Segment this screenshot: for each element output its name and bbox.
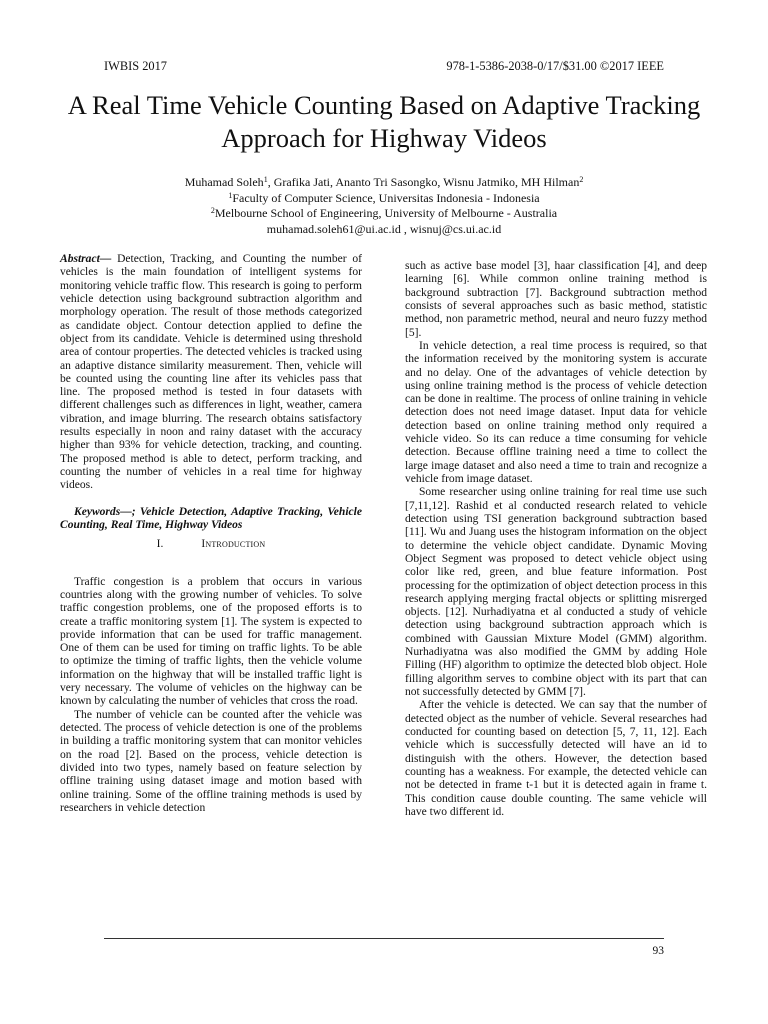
author-affil-mark-2: 2 [579,175,584,184]
author-block [60,175,708,237]
author-affil-mark-1: 1 [263,175,268,184]
body-paragraph: Some researcher using online training for real time use such [7,11,12]. Rashid et al conducted research related to vehicle detection using TSI generation background subtraction based [11]. Wu and Juang uses the histogram information on the object to determine the vehicle object candidate. Dynamic Moving Object Segment was proposed to detect vehicle object using color like red, green, and blue feature information. Post processing for the optimization of object detection process in this research applying merging fractal objects or splitting misrerged objects. [12]. Nurhadiyatna et al conducted a study of vehicle detection using background subtraction approach which is combined with Gaussian Mixture Model (GMM) algorithm. Nurhadiyatna was also modified the GMM by adding Hole Filling (HF) algorithm to optimize the detected blob object. Hole filling algorithm serves to combine object with its part that can not successfully detected by GMM [7]. [405,486,707,698]
body-paragraph: The number of vehicle can be counted after the vehicle was detected. The process of vehicle detection is one of the problems in building a traffic monitoring system that can monitor vehicles on the road [2]. Based on the process, vehicle detection is divided into two types, namely based on feature selection by offline training using dataset image and motion based with online training. Some of the offline training methods is used by researchers in vehicle detection [60,708,362,814]
author-names-rest: , Grafika Jati, Ananto Tri Sasongko, Wisnu Jatmiko, MH Hilman [267,175,580,189]
author-name-first: Muhamad Soleh [184,175,264,189]
abstract: Abstract— Detection, Tracking, and Counting the number of vehicles is the main foundation of intelligent systems for monitoring vehicle traffic flow. This research is going to perform vehicle detection using background subtraction algorithm and morphology operation. The result of those methods categorized as candidate object. Contour detection applied to define the object from its candidate. Vehicle is determined using threshold area of contour properties. The detected vehicles is tracked using an adaptive distance similarity measurement. Then, vehicle will be counted using the counting line after its vehicles pass that line. The proposed method is tested in four datasets with different challenges such as differences in light, weather, camera vibration, and image blurring. The research obtains satisfactory results especially in noon and rainy dataset with the accuracy higher than 93% for vehicle detection, tracking, and counting. The proposed method is able to detect, perform tracking, and counting the number of vehicles in a real time for highway videos. [60,253,362,492]
body-paragraph: In vehicle detection, a real time process is required, so that the information received by the monitoring system is accurate and no delay. One of the advantages of vehicle detection by using online training method is the process of vehicle detection can be done in realtime. The process of online training in vehicle detection does not need image dataset. Input data for vehicle detection based on online training method only required a vehicle video. So its can reduce a time consuming for vehicle detection. Because offline training need a time to collect the large image dataset and also need a time to train and recognize a vehicle from image dataset. [405,339,707,485]
footer-divider [104,938,664,939]
right-column [405,260,707,819]
section-title: Introduction [201,538,266,551]
section-number: I. [156,538,164,551]
abstract-text: Detection, Tracking, and Counting the number of vehicles is the main foundation of intelligent systems for monitoring vehicle traffic flow. This research is going to perform vehicle detection using background subtraction algorithm and morphology operation. The result of those methods categorized as candidate object. Contour detection applied to define the object from its candidate. Vehicle is determined using threshold area of contour properties. The detected vehicles is tracked using an adaptive distance similarity measurement. Then, vehicle will be counted using the counting line after its vehicles pass that line. The proposed method is tested in four datasets with different challenges such as differences in light, weather, camera vibration, and image blurring. The research obtains satisfactory results especially in noon and rainy dataset with the accuracy higher than 93% for vehicle detection, tracking, and counting. The proposed method is able to detect, perform tracking, and counting the number of vehicles in a real time for highway videos. [60,253,362,492]
left-column [60,253,362,815]
page-number: 93 [652,945,664,957]
keywords: Keywords—; Vehicle Detection, Adaptive Tracking, Vehicle Counting, Real Time, Highway Videos [60,505,362,531]
abstract-label: Abstract [60,253,100,265]
author-names [60,175,708,191]
body-paragraph: After the vehicle is detected. We can say that the number of detected object as the number of vehicle. Several researches had conducted for counting based on detection [5, 7, 11, 12]. Each vehicle which is successfully detected will have an id to distinguish with the others. However, the detection based counting has a weakness. For example, the detected vehicle can not be detected in frame t-1 but it is detected again in frame t. This condition cause double counting. The same vehicle will have two different id. [405,699,707,818]
section-heading-introduction [60,538,362,551]
paper-title: A Real Time Vehicle Counting Based on Adaptive Tracking Approach for Highway Videos [67,90,701,153]
affiliation-1: $^1$Faculty of Computer Science, Universitas Indonesia - Indonesia [228,190,540,205]
affiliation-2: $^2$Melbourne School of Engineering, University of Melbourne - Australia [210,206,558,220]
body-paragraph: Traffic congestion is a problem that occurs in various countries along with the growing number of vehicles. To solve traffic congestion problems, one of the proposed efforts is to create a traffic monitoring system [1]. The system is expected to provide information that can be used for traffic management. One of them can be used for timing on traffic lights. To be able to optimize the timing of traffic lights, then the vehicle volume information on the highway that will be installed traffic light is very necessary. The volume of vehicles on the highway can be known by calculating the number of vehicles that cross the road. [60,575,362,708]
body-paragraph-continued: such as active base model [3], haar classification [4], and deep learning [6]. While common online training method is background subtraction [7]. Background subtraction method consists of several approaches such as basic method, statistic method, non parametric method, neural and neuro fuzzy method [5]. [405,260,707,339]
author-emails: muhamad.soleh61@ui.ac.id , wisnuj@cs.ui.ac.id [266,221,502,236]
copyright-line: 978-1-5386-2038-0/17/$31.00 ©2017 IEEE [446,59,664,73]
conference-name: IWBIS 2017 [104,59,167,73]
